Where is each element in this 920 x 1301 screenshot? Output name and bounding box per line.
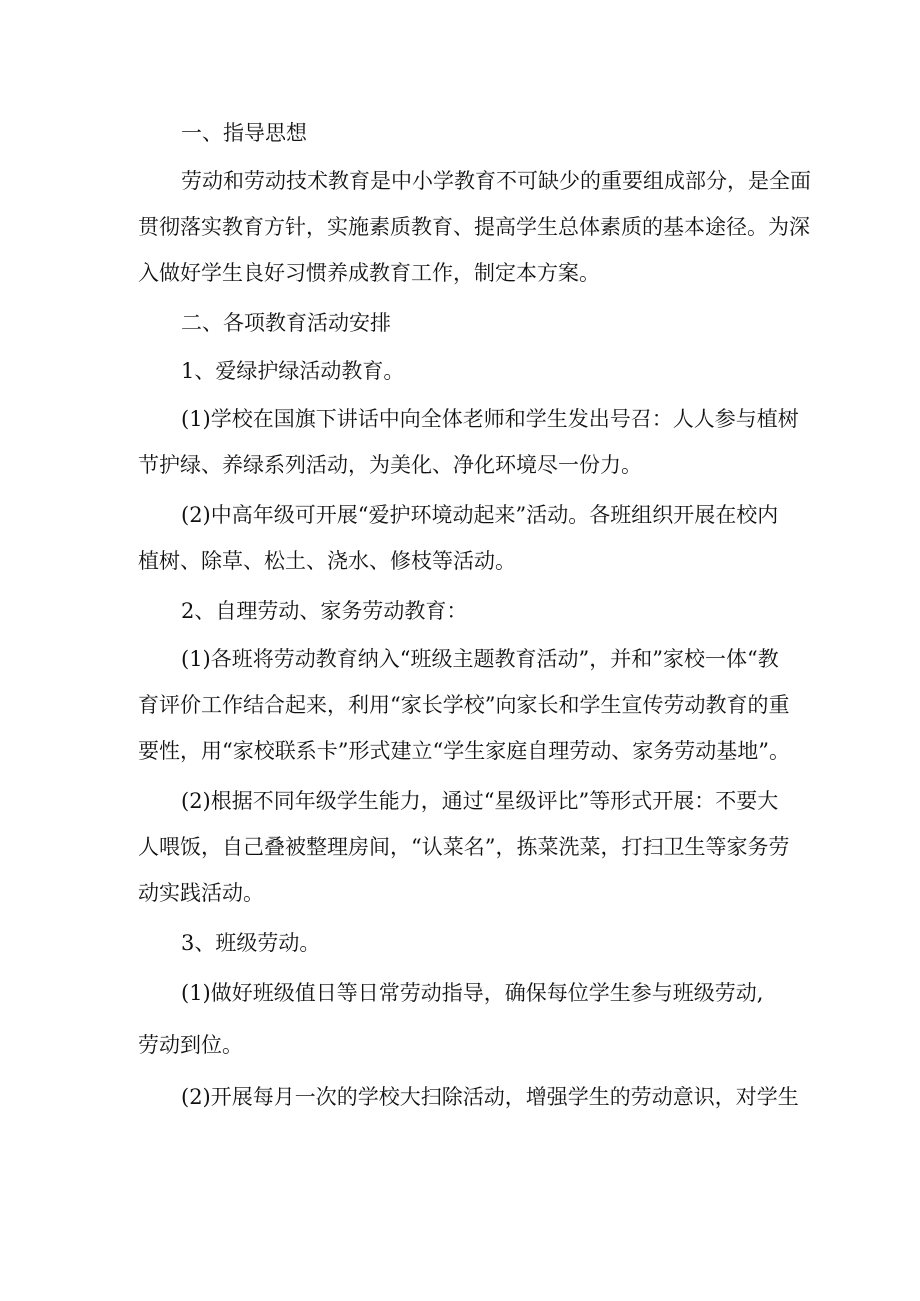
subheading-item-2: 2、自理劳动、家务劳动教育： [181, 599, 468, 623]
paragraph-line: 劳动到位。 [138, 1033, 243, 1057]
paragraph-line: (2)中高年级可开展“爱护环境动起来”活动。各班组织开展在校内 [181, 503, 779, 527]
paragraph-line: 入做好学生良好习惯养成教育工作，制定本方案。 [138, 261, 600, 285]
paragraph-line: 劳动和劳动技术教育是中小学教育不可缺少的重要组成部分，是全面 [181, 169, 811, 193]
paragraph-line: 植树、除草、松土、浇水、修枝等活动。 [138, 549, 516, 573]
paragraph-line: 节护绿、养绿系列活动，为美化、净化环境尽一份力。 [138, 453, 642, 477]
paragraph-line: (1)做好班级值日等日常劳动指导，确保每位学生参与班级劳动, [181, 981, 764, 1005]
paragraph-line: 要性，用“家校联系卡”形式建立“学生家庭自理劳动、家务劳动基地”。 [138, 739, 790, 763]
section-heading-guiding-ideology: 一、指导思想 [181, 121, 307, 145]
paragraph-line: 育评价工作结合起来，利用“家长学校”向家长和学生宣传劳动教育的重 [138, 693, 790, 717]
subheading-item-3: 3、班级劳动。 [181, 931, 321, 955]
paragraph-line: (2)开展每月一次的学校大扫除活动，增强学生的劳动意识，对学生 [181, 1085, 799, 1109]
subheading-item-1: 1、爱绿护绿活动教育。 [181, 359, 405, 383]
paragraph-line: (1)学校在国旗下讲话中向全体老师和学生发出号召：人人参与植树 [181, 407, 799, 431]
paragraph-line: 动实践活动。 [138, 881, 264, 905]
paragraph-line: (1)各班将劳动教育纳入“班级主题教育活动”，并和”家校一体“教 [181, 647, 779, 671]
paragraph-line: (2)根据不同年级学生能力，通过“星级评比”等形式开展：不要大 [181, 789, 779, 813]
section-heading-activities: 二、各项教育活动安排 [181, 311, 391, 335]
paragraph-line: 人喂饭，自己叠被整理房间，“认菜名”，拣菜洗菜，打扫卫生等家务劳 [138, 835, 790, 859]
paragraph-line: 贯彻落实教育方针，实施素质教育、提高学生总体素质的基本途径。为深 [138, 215, 810, 239]
